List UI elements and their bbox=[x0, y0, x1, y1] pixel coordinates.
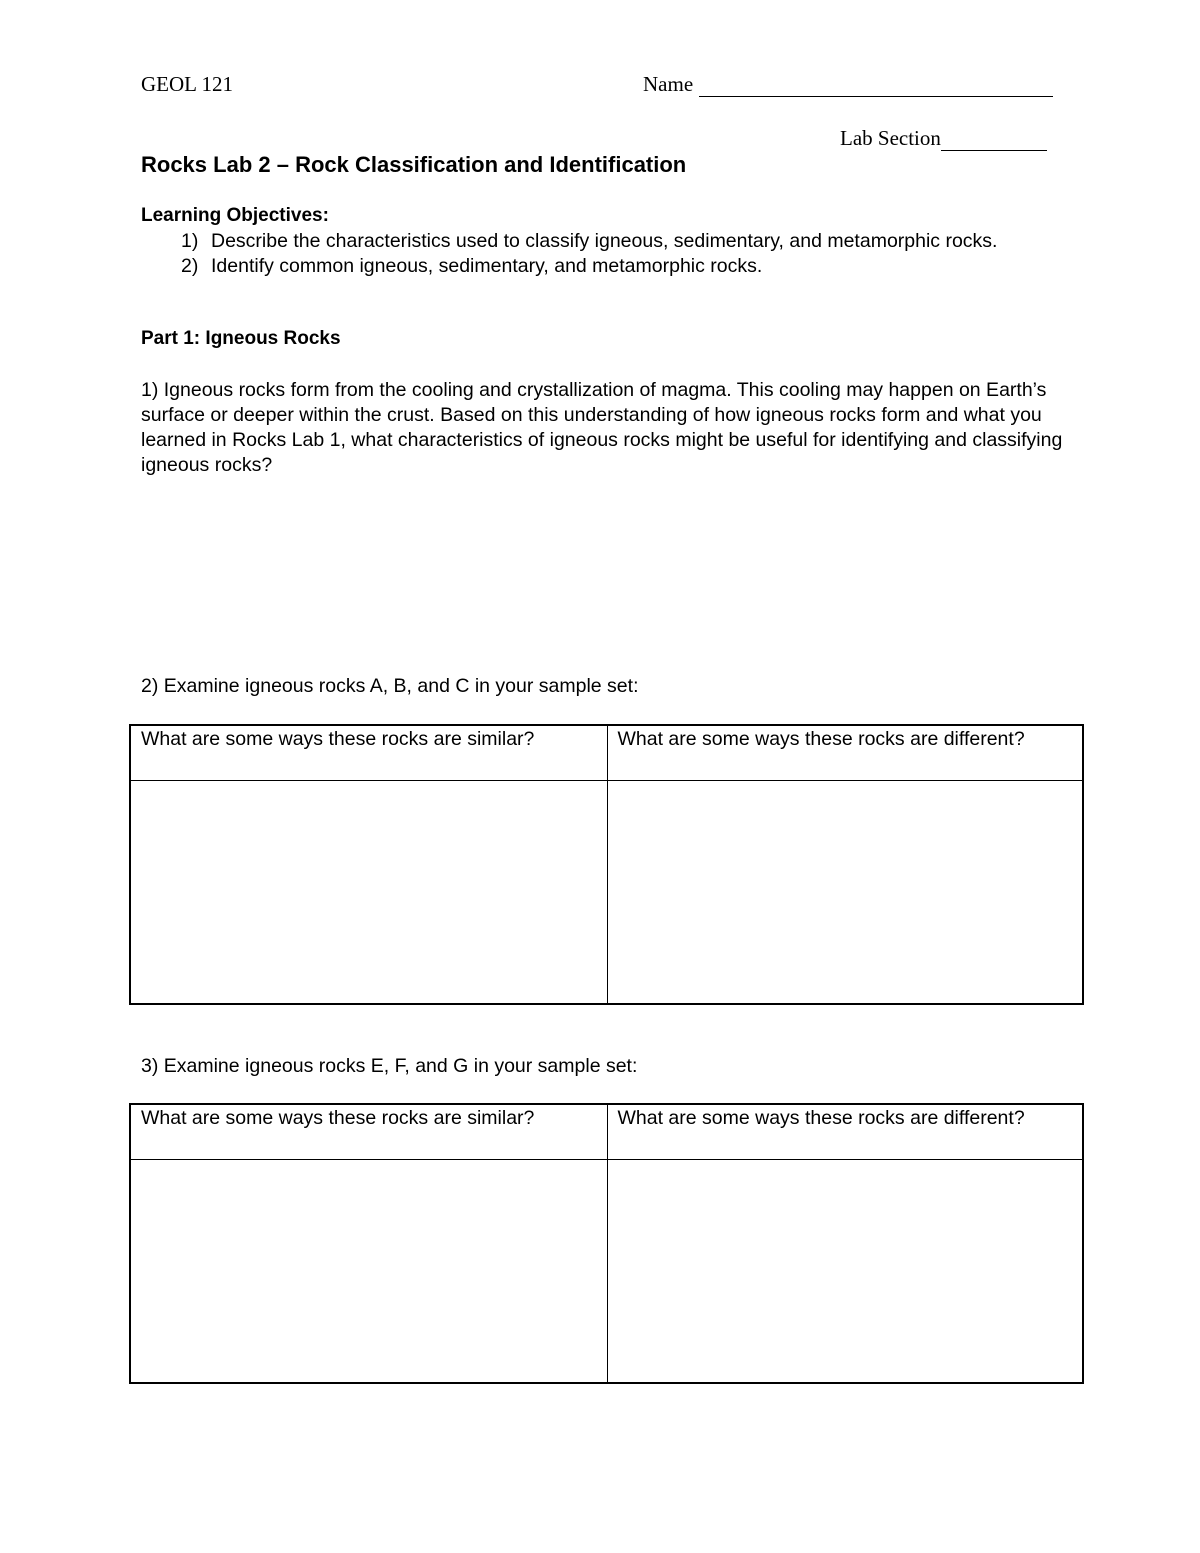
different-header: What are some ways these rocks are different? bbox=[607, 1104, 1083, 1160]
different-answer-cell[interactable] bbox=[607, 781, 1083, 1005]
similar-header: What are some ways these rocks are similar? bbox=[130, 725, 607, 781]
page-title: Rocks Lab 2 – Rock Classification and Identification bbox=[141, 152, 687, 177]
name-blank[interactable] bbox=[699, 74, 1053, 97]
response-table-q2 bbox=[129, 724, 1084, 1005]
objective-text: Identify common igneous, sedimentary, and metamorphic rocks. bbox=[211, 255, 763, 277]
response-table-q3 bbox=[129, 1103, 1084, 1384]
objective-item bbox=[141, 229, 1061, 254]
objectives-heading: Learning Objectives: bbox=[141, 205, 329, 226]
course-code: GEOL 121 bbox=[141, 72, 233, 96]
part1-heading: Part 1: Igneous Rocks bbox=[141, 328, 341, 349]
different-answer-cell[interactable] bbox=[607, 1160, 1083, 1384]
question-3: 3) Examine igneous rocks E, F, and G in your sample set: bbox=[141, 1055, 638, 1077]
name-label: Name bbox=[643, 72, 694, 96]
similar-answer-cell[interactable] bbox=[130, 1160, 607, 1384]
objective-text: Describe the characteristics used to classify igneous, sedimentary, and metamorphic rocks. bbox=[211, 230, 998, 252]
objectives-list bbox=[141, 229, 1061, 279]
different-header: What are some ways these rocks are different? bbox=[607, 725, 1083, 781]
question-1: 1) Igneous rocks form from the cooling and crystallization of magma. This cooling may happen on Earth’s surface or deeper within the crust. Based on this understanding of how igneous rocks form and what you learned in Rocks Lab 1, what characteristics of igneous rocks might be useful for identifying and classifying igneous rocks? bbox=[141, 379, 1063, 476]
similar-answer-cell[interactable] bbox=[130, 781, 607, 1005]
objective-number: 1) bbox=[181, 230, 199, 252]
lab-section-label: Lab Section bbox=[840, 126, 941, 150]
lab-section-blank[interactable] bbox=[941, 128, 1047, 151]
name-field bbox=[643, 72, 1053, 97]
objective-item bbox=[141, 254, 1061, 279]
lab-section-field bbox=[840, 126, 1047, 151]
objective-number: 2) bbox=[181, 255, 199, 277]
question-2: 2) Examine igneous rocks A, B, and C in your sample set: bbox=[141, 675, 639, 697]
similar-header: What are some ways these rocks are similar? bbox=[130, 1104, 607, 1160]
